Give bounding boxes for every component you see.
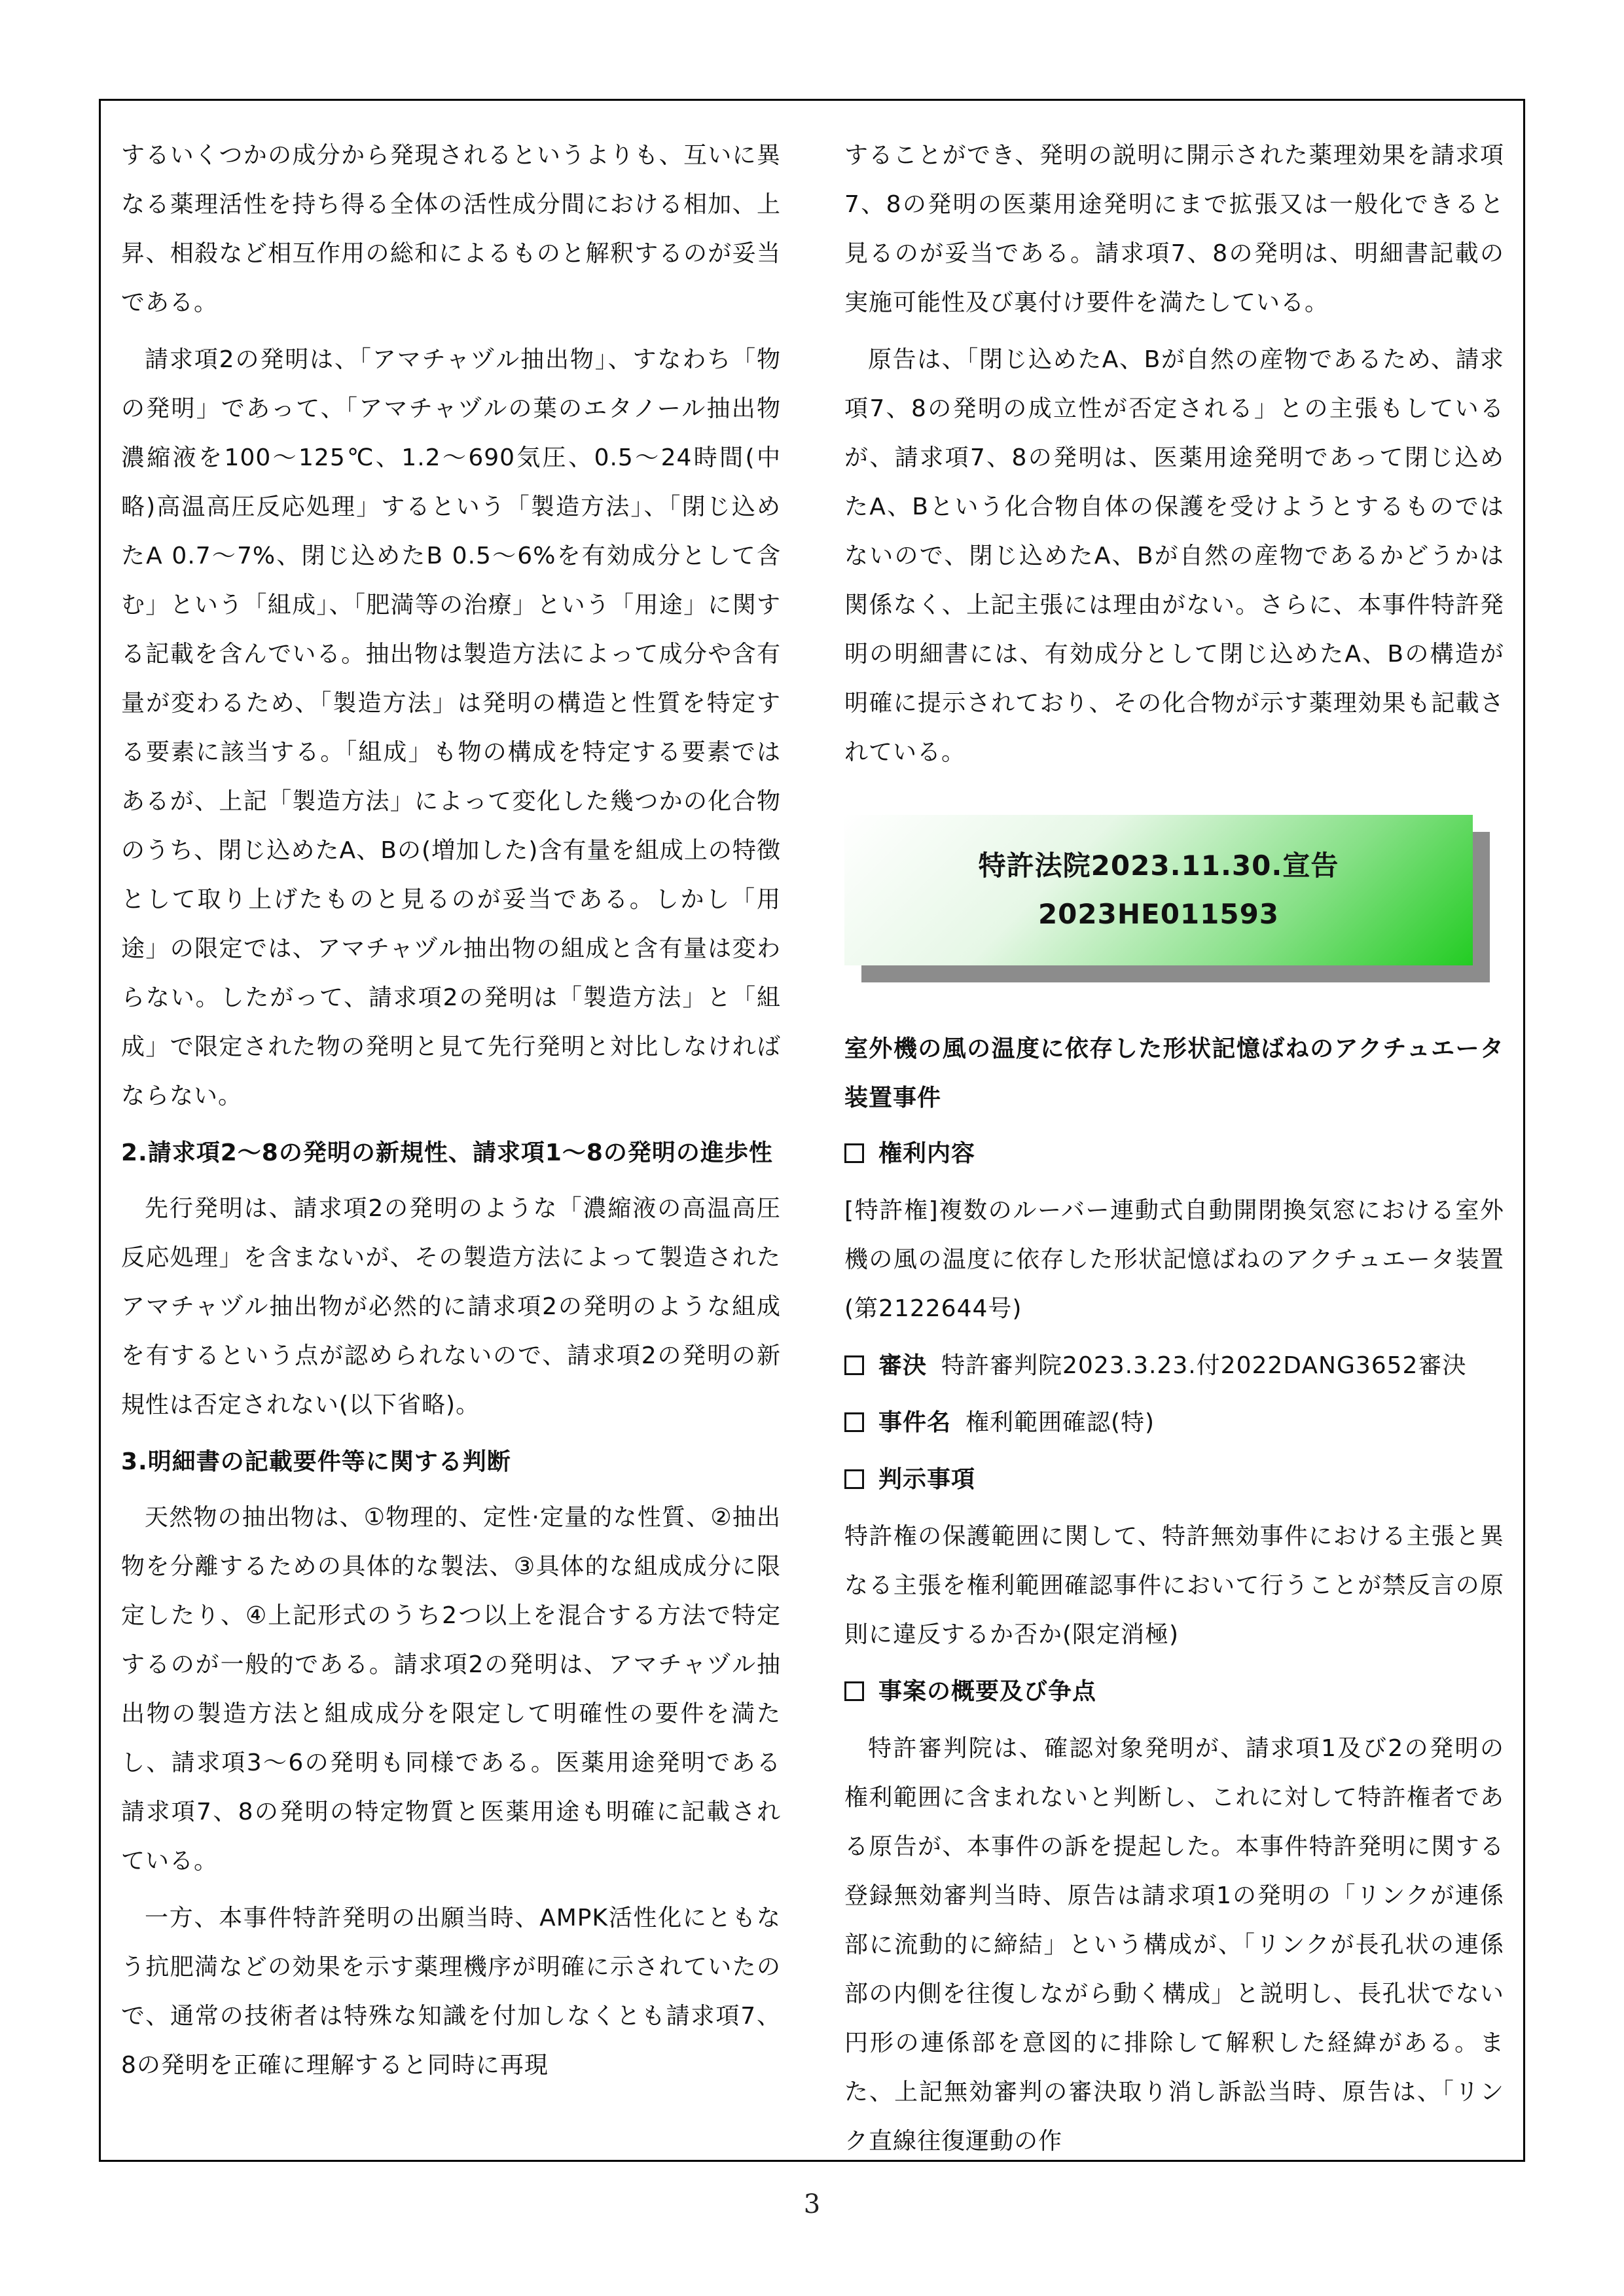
- trial-label: 審決: [878, 1352, 928, 1379]
- summary-label-row: [844, 1667, 1504, 1716]
- case-name-row: [844, 1398, 1504, 1447]
- holding-text: 特許権の保護範囲に関して、特許無効事件における主張と異なる主張を権利範囲確認事件において行うことが禁反言の原則に違反するか否か(限定消極): [844, 1523, 1504, 1648]
- page-number: 3: [803, 2189, 821, 2219]
- checkbox-square-icon: [844, 1355, 864, 1375]
- summary-label: 事案の概要及び争点: [878, 1678, 1097, 1705]
- holding-label: 判示事項: [878, 1466, 976, 1493]
- decision-banner: [844, 815, 1504, 998]
- holding-label-row: [844, 1455, 1504, 1504]
- trial-row: [844, 1341, 1504, 1390]
- decision-case-number: 2023HE011593: [1038, 898, 1280, 930]
- left-paragraph-4: 天然物の抽出物は、①物理的、定性·定量的な性質、②抽出物を分離するための具体的な製法、③具体的な組成成分に限定したり、④上記形式のうち2つ以上を混合する方法で特定するのが一般的である。請求項2の発明は、アマチャヅル抽出物の製造方法と組成成分を限定して明確性の要件を満たし、請求項3～6の発明も同様である。医薬用途発明である請求項7、8の発明の特定物質と医薬用途も明確に記載されている。: [121, 1504, 781, 1874]
- rights-label-row: [844, 1129, 1504, 1178]
- rights-text: [特許権]複数のルーバー連動式自動開閉換気窓における室外機の風の温度に依存した形状記憶ばねのアクチュエータ装置(第2122644号): [844, 1197, 1504, 1322]
- left-paragraph-5: 一方、本事件特許発明の出願当時、AMPK活性化にともなう抗肥満などの効果を示す薬理機序が明確に示されていたので、通常の技術者は特殊な知識を付加しなくとも請求項7、8の発明を正確に理解すると同時に再現: [121, 1905, 781, 2079]
- left-column: [121, 131, 781, 2098]
- case-title: 室外機の風の温度に依存した形状記憶ばねのアクチュエータ装置事件: [844, 1035, 1504, 1111]
- case-name-label: 事件名: [878, 1409, 952, 1436]
- checkbox-square-icon: [844, 1143, 864, 1163]
- left-paragraph-3: 先行発明は、請求項2の発明のような「濃縮液の高温高圧反応処理」を含まないが、その製造方法によって製造されたアマチャヅル抽出物が必然的に請求項2の発明のような組成を有するという点が認められないので、請求項2の発明の新規性は否定されない(以下省略)。: [121, 1195, 781, 1418]
- trial-text: 特許審判院2023.3.23.付2022DANG3652審決: [941, 1352, 1467, 1379]
- left-paragraph-1: するいくつかの成分から発現されるというよりも、互いに異なる薬理活性を持ち得る全体の活性成分間における相加、上昇、相殺など相互作用の総和によるものと解釈するのが妥当である。: [121, 142, 781, 316]
- decision-banner-box: [844, 815, 1473, 965]
- rights-label: 権利内容: [878, 1140, 976, 1167]
- checkbox-square-icon: [844, 1412, 864, 1432]
- checkbox-square-icon: [844, 1681, 864, 1701]
- right-paragraph-2: 原告は、「閉じ込めたA、Bが自然の産物であるため、請求項7、8の発明の成立性が否定される」との主張もしているが、請求項7、8の発明は、医薬用途発明であって閉じ込めたA、Bという化合物自体の保護を受けようとするものではないので、閉じ込めたA、Bが自然の産物であるかどうかは関係なく、上記主張には理由がない。さらに、本事件特許発明の明細書には、有効成分として閉じ込めたA、Bの構造が明確に提示されており、その化合物が示す薬理効果も記載されている。: [844, 346, 1504, 766]
- right-paragraph-1: することができ、発明の説明に開示された薬理効果を請求項7、8の発明の医薬用途発明にまで拡張又は一般化できると見るのが妥当である。請求項7、8の発明は、明細書記載の実施可能性及び裏付け要件を満たしている。: [844, 142, 1504, 316]
- checkbox-square-icon: [844, 1469, 864, 1489]
- section-heading-3: 3.明細書の記載要件等に関する判断: [121, 1448, 511, 1475]
- left-paragraph-2: 請求項2の発明は、「アマチャヅル抽出物」、すなわち「物の発明」であって、「アマチャヅルの葉のエタノール抽出物濃縮液を100～125℃、1.2～690気圧、0.5～24時間(中略)高温高圧反応処理」するという「製造方法」、「閉じ込めたA 0.7～7%、閉じ込めたB 0.5～6%を有効成分として含む」という「組成」、「肥満等の治療」という「用途」に関する記載を含んでいる。抽出物は製造方法によって成分や含有量が変わるため、「製造方法」は発明の構造と性質を特定する要素に該当する。「組成」も物の構成を特定する要素ではあるが、上記「製造方法」によって変化した幾つかの化合物のうち、閉じ込めたA、Bの(増加した)含有量を組成上の特徴として取り上げたものと見るのが妥当である。しかし「用途」の限定では、アマチャヅル抽出物の組成と含有量は変わらない。したがって、請求項2の発明は「製造方法」と「組成」で限定された物の発明と見て先行発明と対比しなければならない。: [121, 346, 781, 1109]
- decision-court-date: 特許法院2023.11.30.宣告: [978, 850, 1339, 882]
- case-name-text: 権利範囲確認(特): [965, 1409, 1155, 1436]
- section-heading-2: 2.請求項2～8の発明の新規性、請求項1～8の発明の進歩性: [121, 1139, 773, 1166]
- summary-text: 特許審判院は、確認対象発明が、請求項1及び2の発明の権利範囲に含まれないと判断し、これに対して特許権者である原告が、本事件の訴を提起した。本事件特許発明に関する登録無効審判当時、原告は請求項1の発明の「リンクが連係部に流動的に締結」という構成が、「リンクが長孔状の連係部の内側を往復しながら動く構成」と説明し、長孔状でない円形の連係部を意図的に排除して解釈した経緯がある。また、上記無効審判の審決取り消し訴訟当時、原告は、「リンク直線往復運動の作: [844, 1735, 1504, 2155]
- right-column: [844, 131, 1504, 2174]
